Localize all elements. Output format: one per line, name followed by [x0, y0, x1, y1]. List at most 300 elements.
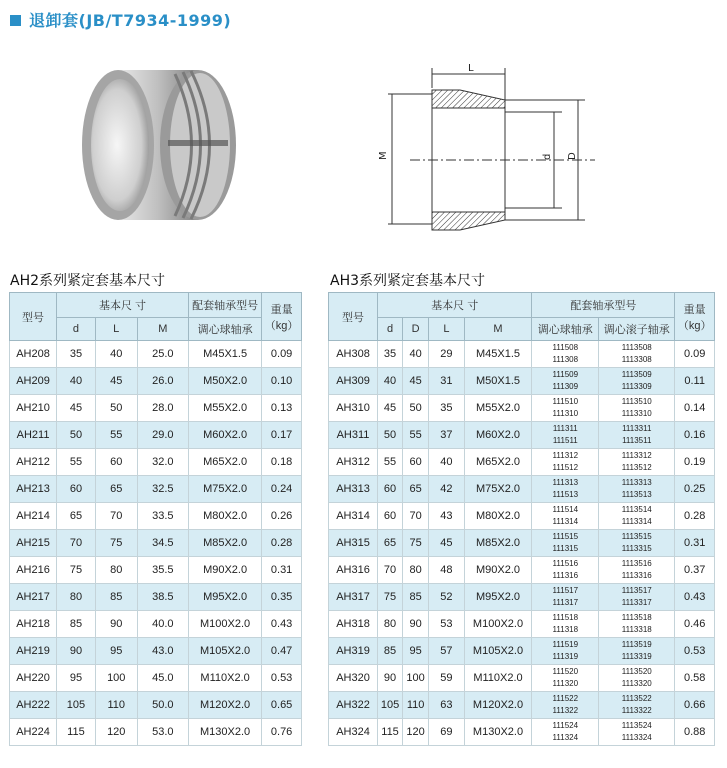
table-cell: [599, 638, 675, 665]
table-row: [329, 638, 715, 665]
ah3-caption: AH3系列紧定套基本尺寸: [330, 273, 486, 289]
table-cell: AH209: [10, 368, 57, 395]
bearing-number: 1113312: [621, 451, 652, 460]
table-cell: 55: [378, 449, 403, 476]
table-cell: 35: [378, 341, 403, 368]
table-cell: M65X2.0: [188, 449, 261, 476]
table-cell: M110X2.0: [188, 665, 261, 692]
bearing-number: 111520: [552, 667, 579, 676]
bearing-number: 1113522: [621, 694, 652, 703]
table-cell: 60: [378, 503, 403, 530]
col-d: d: [57, 318, 96, 341]
table-cell: 0.65: [262, 692, 302, 719]
ah2-table: [9, 292, 302, 746]
table-cell: 0.53: [262, 665, 302, 692]
table-cell: 80: [95, 557, 137, 584]
bearing-number: 111311: [552, 424, 578, 433]
table-row: [329, 530, 715, 557]
table-cell: 69: [429, 719, 464, 746]
table-cell: 0.58: [675, 665, 715, 692]
col-weight: 重量 （kg）: [262, 293, 302, 341]
table-cell: 0.26: [262, 503, 302, 530]
table-cell: 50: [378, 422, 403, 449]
table-cell: AH220: [10, 665, 57, 692]
table-cell: 37: [429, 422, 464, 449]
table-cell: M55X2.0: [464, 395, 532, 422]
table-cell: AH322: [329, 692, 378, 719]
table-cell: 0.10: [262, 368, 302, 395]
table-cell: 45: [403, 368, 429, 395]
table-cell: 95: [95, 638, 137, 665]
table-cell: [532, 665, 599, 692]
table-cell: 75: [378, 584, 403, 611]
table-cell: 45: [57, 395, 96, 422]
bearing-number: 1113512: [621, 463, 652, 472]
table-cell: 40: [403, 341, 429, 368]
table-cell: M120X2.0: [464, 692, 532, 719]
table-cell: AH316: [329, 557, 378, 584]
table-cell: 0.25: [675, 476, 715, 503]
table-cell: AH219: [10, 638, 57, 665]
table-cell: 25.0: [137, 341, 188, 368]
table-cell: 100: [95, 665, 137, 692]
col-M: M: [137, 318, 188, 341]
table-cell: 0.17: [262, 422, 302, 449]
bearing-number: 111510: [552, 397, 579, 406]
table-cell: 90: [403, 611, 429, 638]
bearing-number: 111314: [552, 517, 579, 526]
table-cell: M45X1.5: [188, 341, 261, 368]
bearing-number: 1113311: [622, 424, 652, 433]
bearing-number: 1113520: [621, 667, 652, 676]
table-cell: 50: [403, 395, 429, 422]
dim-label-L: L: [468, 63, 474, 74]
col-L: L: [429, 318, 464, 341]
table-row: [329, 557, 715, 584]
bearing-number: 111310: [552, 409, 579, 418]
table-cell: 43.0: [137, 638, 188, 665]
page-title-text: 退卸套(JB/T7934-1999): [29, 11, 232, 30]
table-cell: [599, 584, 675, 611]
table-cell: M90X2.0: [464, 557, 532, 584]
table-cell: 50: [95, 395, 137, 422]
table-cell: 110: [95, 692, 137, 719]
table-cell: AH217: [10, 584, 57, 611]
table-row: [329, 368, 715, 395]
bearing-number: 111318: [552, 625, 579, 634]
table-cell: 57: [429, 638, 464, 665]
dim-label-D: D: [567, 152, 578, 160]
table-cell: 45: [378, 395, 403, 422]
page-title: [10, 8, 231, 31]
table-cell: 38.5: [137, 584, 188, 611]
bearing-number: 111320: [552, 679, 579, 688]
table-cell: M85X2.0: [464, 530, 532, 557]
table-cell: 35.5: [137, 557, 188, 584]
bearing-number: 1113309: [621, 382, 652, 391]
bearing-number: 1113313: [621, 478, 652, 487]
table-row: [329, 422, 715, 449]
bearing-number: 111316: [552, 571, 579, 580]
table-cell: AH313: [329, 476, 378, 503]
table-cell: 26.0: [137, 368, 188, 395]
bearing-number: 1113519: [621, 640, 652, 649]
table-cell: [599, 692, 675, 719]
col-spherical-ball: 调心球轴承: [532, 318, 599, 341]
table-cell: AH318: [329, 611, 378, 638]
bearing-number: 1113318: [621, 625, 652, 634]
table-row: [329, 719, 715, 746]
table-row: [329, 395, 715, 422]
table-cell: [532, 476, 599, 503]
table-cell: 70: [57, 530, 96, 557]
table-cell: 0.47: [262, 638, 302, 665]
table-cell: [599, 368, 675, 395]
table-cell: 53: [429, 611, 464, 638]
bearing-number: 111518: [552, 613, 579, 622]
table-cell: M75X2.0: [188, 476, 261, 503]
col-L: L: [95, 318, 137, 341]
table-cell: 100: [403, 665, 429, 692]
table-cell: [532, 341, 599, 368]
table-cell: 0.24: [262, 476, 302, 503]
bearing-number: 111514: [552, 505, 579, 514]
table-cell: [599, 530, 675, 557]
table-cell: [532, 719, 599, 746]
table-cell: 0.11: [675, 368, 715, 395]
bearing-number: 111319: [552, 652, 579, 661]
table-cell: 85: [95, 584, 137, 611]
table-cell: 0.18: [262, 449, 302, 476]
table-cell: AH310: [329, 395, 378, 422]
table-cell: M75X2.0: [464, 476, 532, 503]
table-cell: 0.09: [675, 341, 715, 368]
col-d: d: [378, 318, 403, 341]
table-cell: 0.13: [262, 395, 302, 422]
table-cell: 50: [57, 422, 96, 449]
bearing-number: 111315: [552, 544, 579, 553]
table-row: [10, 449, 302, 476]
table-cell: 31: [429, 368, 464, 395]
bearing-number: 1113314: [621, 517, 652, 526]
table-row: [329, 449, 715, 476]
bearing-number: 111308: [552, 355, 579, 364]
table-cell: 80: [378, 611, 403, 638]
col-model: 型号: [10, 293, 57, 341]
table-cell: [532, 692, 599, 719]
table-cell: 45.0: [137, 665, 188, 692]
bearing-number: 1113322: [621, 706, 652, 715]
table-cell: 70: [95, 503, 137, 530]
table-cell: 45: [95, 368, 137, 395]
bearing-number: 111515: [552, 532, 579, 541]
table-cell: M80X2.0: [188, 503, 261, 530]
table-cell: AH309: [329, 368, 378, 395]
table-cell: [532, 611, 599, 638]
table-row: [329, 665, 715, 692]
bearing-number: 1113517: [621, 586, 652, 595]
bearing-number: 111508: [552, 343, 579, 352]
table-cell: AH213: [10, 476, 57, 503]
bearing-number: 111524: [552, 721, 579, 730]
table-cell: M45X1.5: [464, 341, 532, 368]
bearing-number: 1113518: [621, 613, 652, 622]
table-cell: M100X2.0: [188, 611, 261, 638]
table-cell: M130X2.0: [188, 719, 261, 746]
table-row: [329, 611, 715, 638]
table-cell: AH311: [329, 422, 378, 449]
table-cell: AH214: [10, 503, 57, 530]
table-cell: 60: [378, 476, 403, 503]
table-cell: 33.5: [137, 503, 188, 530]
table-cell: 60: [403, 449, 429, 476]
table-row: [10, 611, 302, 638]
table-cell: AH210: [10, 395, 57, 422]
bearing-number: 111517: [552, 586, 579, 595]
table-cell: 0.88: [675, 719, 715, 746]
table-cell: 40.0: [137, 611, 188, 638]
bearing-number: 1113515: [621, 532, 652, 541]
table-cell: [532, 638, 599, 665]
table-cell: AH319: [329, 638, 378, 665]
table-cell: [532, 422, 599, 449]
table-cell: M110X2.0: [464, 665, 532, 692]
table-row: [10, 395, 302, 422]
bearing-number: 1113320: [621, 679, 652, 688]
table-cell: 95: [57, 665, 96, 692]
bearing-number: 1113516: [621, 559, 652, 568]
table-cell: [532, 557, 599, 584]
table-cell: 0.46: [675, 611, 715, 638]
table-cell: 90: [57, 638, 96, 665]
table-cell: AH218: [10, 611, 57, 638]
table-cell: 53.0: [137, 719, 188, 746]
table-cell: M120X2.0: [188, 692, 261, 719]
table-row: [10, 341, 302, 368]
table-cell: 63: [429, 692, 464, 719]
table-cell: AH317: [329, 584, 378, 611]
table-cell: [599, 341, 675, 368]
dim-label-M: M: [378, 151, 389, 160]
table-cell: AH314: [329, 503, 378, 530]
table-cell: 115: [57, 719, 96, 746]
table-cell: 40: [429, 449, 464, 476]
table-cell: 0.37: [675, 557, 715, 584]
table-cell: 90: [378, 665, 403, 692]
table-cell: M60X2.0: [188, 422, 261, 449]
col-M: M: [464, 318, 532, 341]
table-row: [10, 665, 302, 692]
table-cell: 59: [429, 665, 464, 692]
bearing-number: 111516: [552, 559, 579, 568]
bearing-number: 111313: [552, 478, 579, 487]
bearing-number: 1113317: [621, 598, 652, 607]
table-cell: 85: [57, 611, 96, 638]
ah2-caption: AH2系列紧定套基本尺寸: [10, 273, 166, 289]
table-cell: 32.0: [137, 449, 188, 476]
table-cell: 55: [95, 422, 137, 449]
table-cell: 90: [95, 611, 137, 638]
table-cell: 70: [403, 503, 429, 530]
bearing-number: 1113315: [621, 544, 652, 553]
col-bearing: 配套轴承型号: [188, 293, 261, 318]
table-cell: M90X2.0: [188, 557, 261, 584]
table-cell: 60: [95, 449, 137, 476]
table-cell: 85: [403, 584, 429, 611]
bearing-number: 111519: [552, 640, 579, 649]
table-cell: [532, 530, 599, 557]
table-cell: 32.5: [137, 476, 188, 503]
table-cell: 55: [403, 422, 429, 449]
bearing-number: 1113510: [621, 397, 652, 406]
table-cell: 35: [429, 395, 464, 422]
table-cell: 0.09: [262, 341, 302, 368]
table-cell: 0.31: [675, 530, 715, 557]
table-cell: 105: [378, 692, 403, 719]
table-cell: AH324: [329, 719, 378, 746]
table-cell: M50X2.0: [188, 368, 261, 395]
bearing-number: 111324: [552, 733, 579, 742]
table-cell: 0.14: [675, 395, 715, 422]
dim-label-d: d: [542, 153, 553, 160]
table-cell: 65: [57, 503, 96, 530]
table-cell: [532, 395, 599, 422]
table-cell: M65X2.0: [464, 449, 532, 476]
bearing-number: 111522: [552, 694, 579, 703]
bearing-number: 111309: [552, 382, 579, 391]
table-row: [329, 476, 715, 503]
table-row: [10, 368, 302, 395]
table-cell: 29.0: [137, 422, 188, 449]
table-cell: [599, 719, 675, 746]
table-cell: AH216: [10, 557, 57, 584]
table-cell: 80: [57, 584, 96, 611]
table-cell: 75: [57, 557, 96, 584]
bearing-number: 1113514: [621, 505, 652, 514]
bearing-number: 1113524: [621, 721, 652, 730]
square-bullet-icon: [10, 15, 21, 26]
table-cell: M105X2.0: [188, 638, 261, 665]
table-cell: 45: [429, 530, 464, 557]
table-row: [10, 530, 302, 557]
table-row: [10, 557, 302, 584]
col-basic-dims: 基本尺 寸: [57, 293, 189, 318]
table-cell: M60X2.0: [464, 422, 532, 449]
table-row: [10, 476, 302, 503]
table-cell: [599, 503, 675, 530]
table-cell: AH222: [10, 692, 57, 719]
table-cell: AH224: [10, 719, 57, 746]
col-basic-dims: 基本尺 寸: [378, 293, 532, 318]
sleeve-photo: [78, 60, 238, 230]
bearing-number: 111312: [552, 451, 579, 460]
sleeve-section-drawing: [370, 60, 610, 235]
table-row: [10, 503, 302, 530]
bearing-number: 111322: [552, 706, 579, 715]
table-cell: M100X2.0: [464, 611, 532, 638]
table-cell: M85X2.0: [188, 530, 261, 557]
bearing-number: 111511: [552, 436, 578, 445]
table-cell: 50.0: [137, 692, 188, 719]
table-cell: 35: [57, 341, 96, 368]
table-cell: 75: [95, 530, 137, 557]
table-cell: [599, 395, 675, 422]
col-model: 型号: [329, 293, 378, 341]
table-cell: 43: [429, 503, 464, 530]
bearing-number: 111317: [552, 598, 579, 607]
table-row: [10, 692, 302, 719]
table-cell: 0.31: [262, 557, 302, 584]
table-cell: [532, 368, 599, 395]
bearing-number: 1113509: [621, 370, 652, 379]
table-cell: AH308: [329, 341, 378, 368]
table-cell: 0.19: [675, 449, 715, 476]
table-cell: 95: [403, 638, 429, 665]
table-cell: AH211: [10, 422, 57, 449]
table-cell: 28.0: [137, 395, 188, 422]
table-cell: M95X2.0: [188, 584, 261, 611]
table-row: [10, 719, 302, 746]
table-cell: 40: [378, 368, 403, 395]
table-row: [329, 341, 715, 368]
table-cell: 115: [378, 719, 403, 746]
col-bearing: 配套轴承型号: [532, 293, 675, 318]
table-cell: AH212: [10, 449, 57, 476]
table-cell: [599, 557, 675, 584]
table-row: [329, 584, 715, 611]
bearing-number: 111512: [552, 463, 579, 472]
table-cell: M55X2.0: [188, 395, 261, 422]
table-cell: 75: [403, 530, 429, 557]
table-row: [10, 422, 302, 449]
table-cell: 0.16: [675, 422, 715, 449]
table-cell: [599, 476, 675, 503]
bearing-number: 1113316: [621, 571, 652, 580]
table-cell: 34.5: [137, 530, 188, 557]
col-D: D: [403, 318, 429, 341]
table-cell: AH215: [10, 530, 57, 557]
table-cell: AH320: [329, 665, 378, 692]
table-cell: [599, 449, 675, 476]
table-cell: 105: [57, 692, 96, 719]
table-cell: [599, 665, 675, 692]
table-row: [10, 584, 302, 611]
bearing-number: 1113319: [621, 652, 652, 661]
table-cell: 29: [429, 341, 464, 368]
table-cell: AH312: [329, 449, 378, 476]
table-cell: [599, 611, 675, 638]
col-weight: 重量 （kg）: [675, 293, 715, 341]
table-cell: AH315: [329, 530, 378, 557]
table-cell: 40: [95, 341, 137, 368]
table-cell: 0.43: [262, 611, 302, 638]
bearing-number: 1113513: [621, 490, 652, 499]
bearing-number: 1113511: [622, 436, 652, 445]
table-row: [329, 692, 715, 719]
table-cell: 120: [95, 719, 137, 746]
table-row: [329, 503, 715, 530]
table-cell: 0.53: [675, 638, 715, 665]
table-cell: 0.66: [675, 692, 715, 719]
bearing-number: 111509: [552, 370, 579, 379]
table-cell: [599, 422, 675, 449]
table-cell: 40: [57, 368, 96, 395]
table-cell: [532, 584, 599, 611]
table-cell: 120: [403, 719, 429, 746]
table-cell: 0.28: [675, 503, 715, 530]
table-cell: M130X2.0: [464, 719, 532, 746]
table-cell: 0.76: [262, 719, 302, 746]
